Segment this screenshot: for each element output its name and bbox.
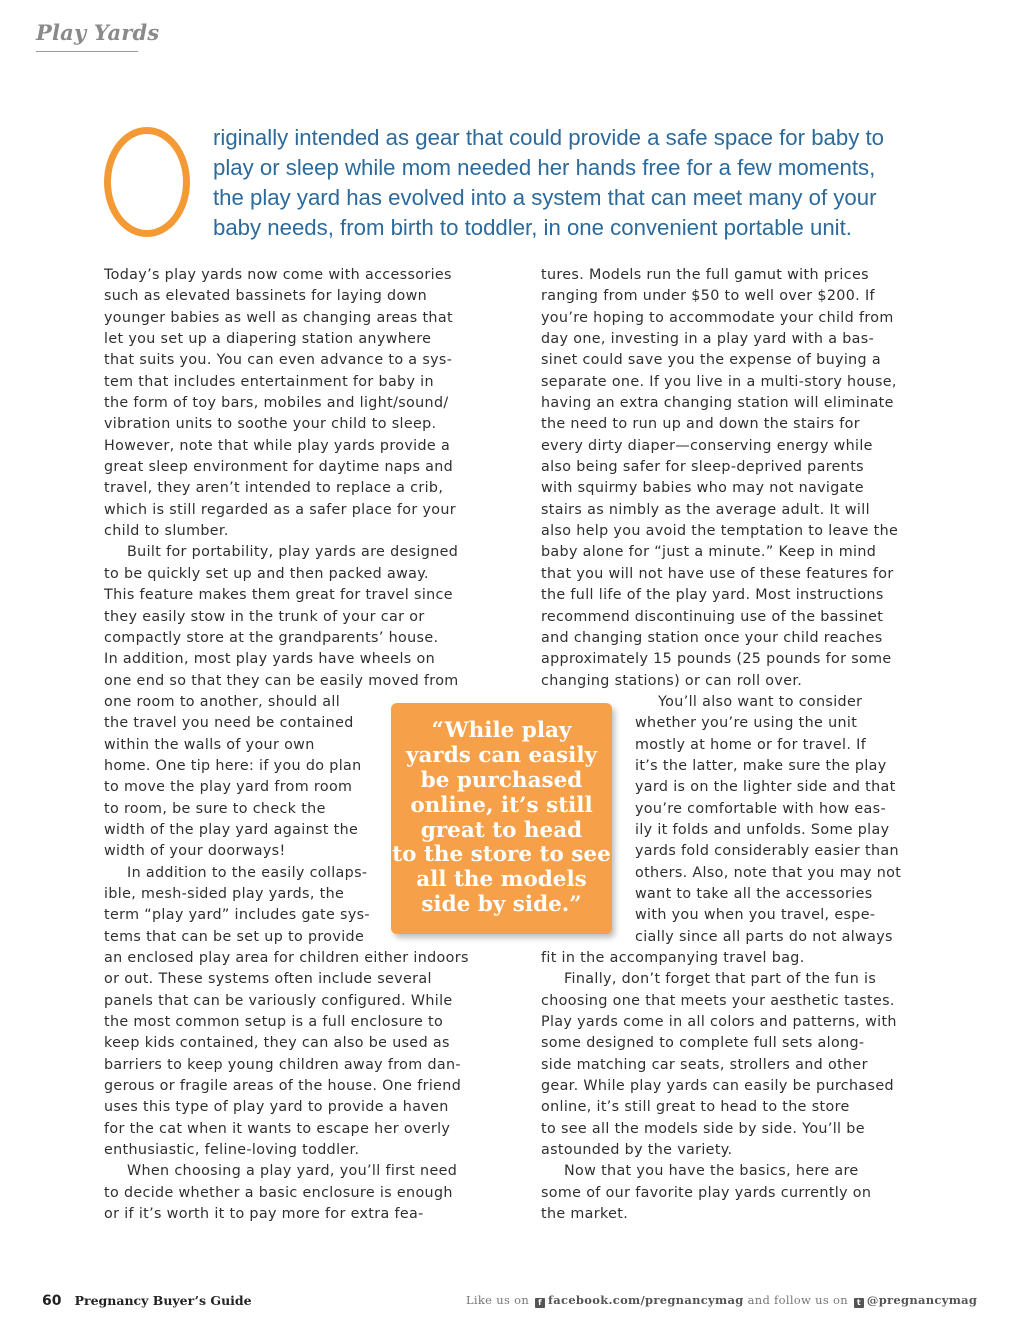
body-line: some of our favorite play yards currently on — [541, 1184, 872, 1201]
body-line: You’ll also want to consider — [658, 693, 863, 710]
body-line: within the walls of your own — [104, 736, 315, 753]
body-line: also help you avoid the temptation to leave the — [541, 523, 899, 540]
body-line: uses this type of play yard to provide a haven — [104, 1099, 449, 1116]
body-line: with squirmy babies who may not navigate — [541, 480, 864, 497]
body-line: cially since all parts do not always — [635, 928, 893, 945]
body-line: having an extra changing station will eliminate — [541, 395, 894, 412]
body-line: the full life of the play yard. Most instructions — [541, 587, 884, 604]
body-line: want to take all the accessories — [635, 885, 873, 902]
body-line: child to slumber. — [104, 523, 229, 540]
like-text: Like us on — [466, 1293, 530, 1307]
body-line: to decide whether a basic enclosure is enough — [104, 1184, 453, 1201]
body-line: you’re comfortable with how eas- — [635, 800, 886, 817]
body-line: great sleep environment for daytime naps and — [104, 459, 454, 476]
body-line: day one, investing in a play yard with a bas- — [541, 331, 875, 348]
body-line: Built for portability, play yards are designed — [127, 544, 459, 561]
body-line: barriers to keep young children away from dan- — [104, 1056, 461, 1073]
intro-line: baby needs, from birth to toddler, in one convenient portable unit. — [213, 215, 852, 240]
body-line: tures. Models run the full gamut with prices — [541, 267, 869, 283]
body-line: Today’s play yards now come with accessories — [104, 267, 452, 283]
section-title: Play Yards — [36, 20, 160, 45]
body-line: mostly at home or for travel. If — [635, 736, 867, 753]
body-line: approximately 15 pounds (25 pounds for some — [541, 651, 892, 668]
body-line: stairs as nimbly as the average adult. It will — [541, 501, 870, 518]
body-line: one end so that they can be easily moved from — [104, 672, 459, 689]
body-line: separate one. If you live in a multi-story house, — [541, 373, 897, 390]
body-line: astounded by the variety. — [541, 1142, 733, 1159]
body-line: gear. While play yards can easily be purchased — [541, 1078, 894, 1095]
body-line: the most common setup is a full enclosure to — [104, 1014, 444, 1031]
body-line: This feature makes them great for travel since — [104, 587, 453, 604]
body-line: changing stations) or can roll over. — [541, 672, 803, 689]
body-line: which is still regarded as a safer place for your — [104, 501, 457, 518]
body-line: choosing one that meets your aesthetic tastes. — [541, 992, 895, 1009]
body-line: the market. — [541, 1206, 629, 1223]
twitter-icon: t — [854, 1298, 864, 1308]
body-line: tems that can be set up to provide — [104, 928, 365, 945]
body-line: that suits you. You can even advance to a sys- — [104, 352, 453, 369]
body-line: for the cat when it wants to escape her overly — [104, 1120, 451, 1137]
body-line: side matching car seats, strollers and other — [541, 1056, 868, 1073]
body-line: ible, mesh-sided play yards, the — [104, 885, 345, 902]
body-line: baby alone for “just a minute.” Keep in mind — [541, 544, 877, 561]
body-line: compactly store at the grandparents’ house. — [104, 629, 439, 646]
body-line: to see all the models side by side. You’ll be — [541, 1120, 865, 1137]
body-line: Now that you have the basics, here are — [564, 1163, 859, 1180]
pull-quote-line: all the models — [416, 867, 587, 893]
intro-line: riginally intended as gear that could provide a safe space for baby to — [213, 125, 884, 150]
pull-quote-line: to the store to see — [392, 842, 611, 868]
body-line: the travel you need be contained — [104, 715, 354, 732]
body-line: to room, be sure to check the — [104, 800, 326, 817]
body-line: gerous or fragile areas of the house. One friend — [104, 1078, 462, 1095]
pull-quote-line: online, it’s still — [410, 792, 593, 818]
body-line: vibration units to soothe your child to sleep. — [104, 416, 437, 433]
body-line: they easily stow in the trunk of your car or — [104, 608, 425, 625]
body-line: ily it folds and unfolds. Some play — [635, 821, 890, 838]
body-line: panels that can be variously configured. While — [104, 992, 453, 1009]
body-line: yard is on the lighter side and that — [635, 779, 896, 796]
body-line: or out. These systems often include several — [104, 971, 432, 988]
pull-quote-line: great to head — [420, 817, 583, 843]
body-line: keep kids contained, they can also be used as — [104, 1035, 450, 1052]
body-line: such as elevated bassinets for laying down — [104, 288, 428, 305]
body-line: some designed to complete full sets along- — [541, 1035, 865, 1052]
dropcap-letter-o — [104, 127, 190, 237]
follow-text: and follow us on — [747, 1293, 848, 1307]
pull-quote-line: side by side.” — [421, 891, 582, 917]
body-line: younger babies as well as changing areas that — [104, 309, 453, 326]
body-line: When choosing a play yard, you’ll first need — [127, 1163, 458, 1180]
body-line: width of your doorways! — [104, 843, 286, 860]
body-line: or if it’s worth it to pay more for extra fea- — [104, 1206, 424, 1223]
body-line: home. One tip here: if you do plan — [104, 757, 362, 774]
body-line: others. Also, note that you may not — [635, 864, 902, 881]
body-line: with you when you travel, espe- — [635, 907, 876, 924]
body-line: that you will not have use of these features for — [541, 565, 894, 582]
intro-line: the play yard has evolved into a system that can meet many of your — [213, 185, 877, 210]
body-line: In addition, most play yards have wheels on — [104, 651, 435, 668]
body-line: an enclosed play area for children either indoors — [104, 950, 469, 966]
twitter-handle-link[interactable]: @pregnancymag — [866, 1293, 978, 1307]
body-line: also being safer for sleep-deprived parents — [541, 459, 864, 476]
body-line: one room to another, should all — [104, 693, 341, 710]
body-line: and changing station once your child reaches — [541, 629, 883, 646]
body-line: it’s the latter, make sure the play — [635, 757, 887, 774]
title-underline — [36, 51, 138, 52]
body-line: the need to run up and down the stairs for — [541, 416, 860, 433]
pull-quote-text — [392, 719, 611, 917]
body-line: yards fold considerably easier than — [635, 843, 899, 860]
body-line: width of the play yard against the — [104, 821, 359, 838]
body-line: travel, they aren’t intended to replace a crib, — [104, 480, 444, 497]
body-line: enthusiastic, feline-loving toddler. — [104, 1142, 360, 1159]
body-line: let you set up a diapering station anywhere — [104, 331, 432, 348]
body-line: tem that includes entertainment for baby in — [104, 373, 434, 390]
body-line: fit in the accompanying travel bag. — [541, 950, 805, 966]
pull-quote-line: “While play — [431, 718, 572, 744]
body-line: Play yards come in all colors and patterns, with — [541, 1014, 897, 1031]
pull-quote-line: be purchased — [420, 767, 583, 793]
body-line: every dirty diaper—conserving energy while — [541, 437, 873, 454]
body-line: In addition to the easily collaps- — [127, 864, 368, 881]
intro-line: play or sleep while mom needed her hands free for a few moments, — [213, 155, 876, 180]
pull-quote-box — [391, 703, 612, 934]
body-line: term “play yard” includes gate sys- — [104, 907, 370, 924]
body-line: However, note that while play yards provide a — [104, 437, 451, 454]
body-line: you’re hoping to accommodate your child from — [541, 309, 894, 326]
body-line: Finally, don’t forget that part of the fun is — [564, 971, 877, 988]
body-line: to move the play yard from room — [104, 779, 353, 796]
facebook-link[interactable]: facebook.com/pregnancymag — [548, 1293, 744, 1307]
intro-paragraph — [213, 123, 913, 243]
body-line: recommend discontinuing use of the bassinet — [541, 608, 884, 625]
body-line: online, it’s still great to head to the store — [541, 1099, 850, 1116]
body-line: sinet could save you the expense of buying a — [541, 352, 881, 369]
page-number: 60 — [42, 1293, 62, 1309]
pull-quote-line: yards can easily — [405, 743, 598, 769]
body-line: whether you’re using the unit — [635, 715, 858, 732]
body-line: to be quickly set up and then packed away. — [104, 565, 429, 582]
facebook-icon: f — [535, 1298, 545, 1308]
body-line: the form of toy bars, mobiles and light/sound/ — [104, 395, 449, 412]
footer-social — [466, 1293, 977, 1308]
publication-name: Pregnancy Buyer’s Guide — [74, 1293, 252, 1308]
footer-left — [42, 1290, 252, 1309]
body-line: ranging from under $50 to well over $200. If — [541, 288, 875, 305]
